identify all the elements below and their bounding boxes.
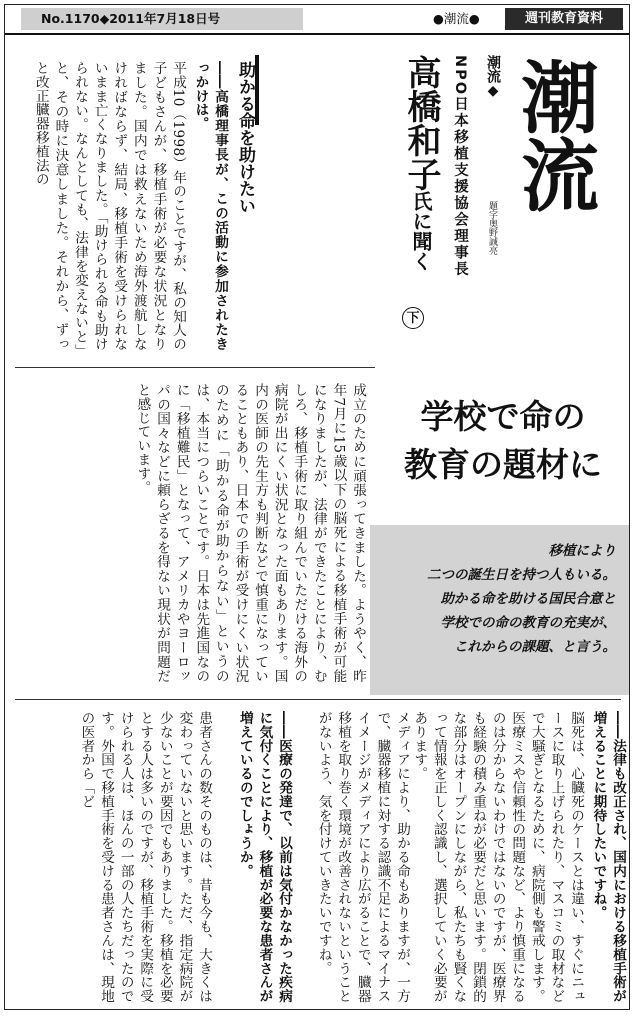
answer-1: 平成10（1998）年のことですが、私の知人の子どもさんが、移植手術が必要な状況となりました。国内では救えないため海外渡航しなければならず、結局、移植手術を受けられないまま亡くなりました。「助けられる命も助けられない。なんとしても、法律を変えないと」と、その時に決意しました。それから、ずっと改正臓器移植法の bbox=[32, 61, 186, 351]
interviewee-name bbox=[399, 55, 443, 325]
title-credit: 題字奥野誠亮 bbox=[487, 201, 497, 255]
lead-summary bbox=[370, 525, 630, 695]
answer-3: 患者さんの数そのものは、昔も今も、大きくは変わっていないと思います。ただ、指定病院が少ないことが要因でもありました。移植を必要とする人は多いのですが、移植手術を実際に受けられる人は、ほんの一部の人たちだったのです。外国で移植手術を受ける患者さんは、現地の医者から「ど bbox=[78, 711, 212, 1003]
interviewee-organization: NPO日本移植支援協会理事長 bbox=[452, 55, 468, 278]
interviewee-suffix: 氏に聞く bbox=[409, 191, 433, 271]
divider-2 bbox=[15, 699, 621, 700]
column-title: 潮流 bbox=[508, 57, 599, 213]
headline-line-2: 教育の題材に bbox=[404, 445, 602, 484]
headline-line-1: 学校で命の bbox=[420, 397, 586, 436]
part-badge: 下 bbox=[402, 307, 424, 329]
lead-line-5: これからの課題、と言う。 bbox=[454, 639, 616, 655]
section-name: ●潮流● bbox=[433, 11, 480, 26]
answer-1-continued: 成立のために頑張ってきました。ようやく、昨年7月に15歳以下の脳死による移植手術が可能になりましたが、法律ができたことにより、むしろ、移植手術に取り組んでいただける海外の病院が出にくい状況となった面もあります。国内の医師の先生方も判断などで慎重になっていることもあり、日本での手術が受けにくい状況のために「助かる命が助からない」というのは、本当につらいことです。日本は先進国なのに「移植難民」となって、アメリカやヨーロッパの国々などに頼らざるを得ない現状が問題だと感じています。 bbox=[134, 383, 366, 683]
divider-1 bbox=[15, 367, 375, 368]
headline bbox=[381, 393, 625, 489]
question-3: ――医療の発達で、以前は気付かなかった疾病に気付くことにより、移植が必要な患者さんが増えているのでしょうか。 bbox=[236, 711, 292, 1003]
paper-name: 週刊教育資料 bbox=[505, 8, 623, 30]
lead-line-3: 助かる命を助ける国民合意と bbox=[440, 591, 616, 607]
masthead bbox=[5, 5, 629, 35]
lead-line-4: 学校での命の教育の充実が、 bbox=[440, 615, 616, 631]
subheading: 助かる命を助けたい bbox=[235, 61, 255, 214]
interviewee-name-text: 高橋和子 bbox=[401, 55, 441, 191]
answer-2b: メディアにより、助かる命もありますが、一方で、臓器移植に対する認識不足によるマイナスイメージがメディアにより広がることで、臓器移植を取り巻く環境が改善されないということがないよう、気を付けていきたいですね。 bbox=[315, 711, 410, 1003]
lead-line-1: 移植により bbox=[548, 543, 616, 559]
question-2: ――法律も改正され、国内における移植手術が増えることに期待したいですね。 bbox=[590, 711, 626, 1003]
question-1: ――高橋理事長が、この活動に参加されたきっかけは。 bbox=[192, 61, 228, 351]
series-label: 潮流◆ bbox=[485, 55, 501, 99]
lead-line-2: 二つの誕生日を持つ人もいる。 bbox=[427, 567, 616, 583]
answer-2: 脳死は、心臓死のケースとは違い、すぐにニュースに取り上げられたり、マスコミの取材などで大騒ぎとなるために、病院側も警戒します。医療ミスや信頼性の問題など、より慎重になるのは分からないわけではないのですが、医療界も経験の積み重ねが必要だと思います。閉鎖的な部分はオープンにしながら、私たちも賢くなって情報を正しく認識し、選択していく必要があります。 bbox=[411, 711, 584, 1003]
newspaper-page bbox=[4, 4, 630, 1010]
issue-info: No.1170◆2011年7月18日号 bbox=[21, 8, 303, 30]
